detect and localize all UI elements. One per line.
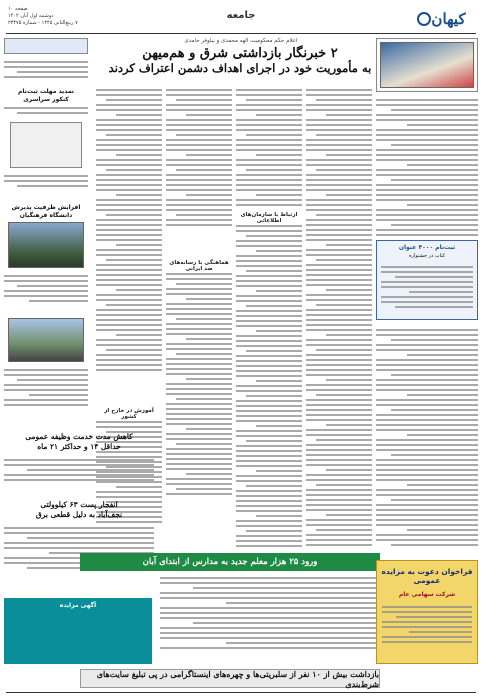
left-title-4: دانشگاه فرهنگیان — [19, 212, 73, 219]
service-headline-2: حداقل ۱۴ و حداکثر ۲۱ ماه — [37, 442, 121, 451]
teachers-text — [160, 574, 380, 666]
page-number: صفحه ۱۰ — [8, 6, 28, 12]
auction-notice[interactable] — [376, 560, 478, 664]
masthead — [6, 4, 476, 34]
footer-rule — [6, 692, 476, 693]
ad-photo — [380, 42, 474, 88]
logo-icon — [417, 12, 431, 26]
section-title: جامعه — [226, 10, 256, 21]
explosion-headline-2: نجف‌آباد به دلیل قطعی برق — [35, 510, 123, 519]
date-line: دوشنبه اول آبان ۱۴۰۲ — [8, 13, 54, 19]
newspaper-logo[interactable] — [406, 6, 474, 32]
left-title-1: تمدید مهلت ثبت‌نام — [17, 88, 75, 95]
blue-box-title: ثبت‌نام ۴۰۰۰ عنوان — [398, 244, 456, 251]
mobile-screenshot[interactable] — [10, 122, 82, 168]
right-column-text-2 — [376, 326, 478, 554]
service-headline[interactable] — [4, 432, 154, 452]
auction-body: شرکت سهامی عام — [398, 591, 456, 598]
issue-line: ۷ ربیع‌الثانی ۱۴۴۵ - شماره ۲۳۴۷۵ — [8, 20, 78, 26]
service-headline-1: کاهش مدت خدمت وظیفه عمومی — [25, 432, 133, 441]
left-title-2: کنکور سراسری — [23, 96, 69, 103]
celebrity-arrest-banner[interactable]: بازداشت بیش از ۱۰ نفر از سلبریتی‌ها و چهره‌های اینستاگرامی در پی تبلیغ سایت‌های شرط‌بندی — [80, 669, 380, 688]
teal-ad-box[interactable] — [4, 598, 152, 664]
explosion-headline[interactable] — [4, 500, 154, 520]
sidebar-photo-2[interactable] — [8, 318, 84, 362]
logo-text: کیهان — [431, 10, 466, 28]
teal-title: آگهی مزایده — [59, 602, 97, 609]
lead-subhead-1: ارتباط با سازمان‌های اطلاعاتی — [240, 212, 298, 224]
sidebar-photo-1[interactable] — [8, 222, 84, 268]
article-column-4a — [96, 86, 162, 404]
article-column-2b — [236, 222, 302, 548]
article-column-3b — [166, 270, 232, 548]
auction-title: فراخوان دعوت به مزایده عمومی — [381, 567, 473, 585]
article-column-1 — [306, 86, 372, 548]
book-festival-box[interactable] — [376, 240, 478, 320]
left-header-box[interactable] — [4, 38, 88, 54]
lead-subhead-2: هماهنگی با رسانه‌های ضد ایرانی — [169, 260, 229, 272]
article-column-3a — [166, 86, 232, 256]
left-title-3: افزایش ظرفیت پذیرش — [11, 204, 81, 211]
teachers-banner[interactable]: ورود ۲۵ هزار معلم جدید به مدارس از ابتدای آبان — [80, 553, 380, 571]
top-right-ad[interactable] — [376, 38, 478, 92]
headline-line-2: به مأموریت خود در اجرای اهداف دشمن اعتراف کردند — [108, 61, 372, 75]
explosion-headline-1: انفجار پست ۶۳ کیلوولتی — [40, 500, 118, 509]
right-column-text — [376, 96, 478, 236]
headline-line-1: ۲ خبرنگار بازداشتی شرق و هم‌میهن — [142, 46, 338, 61]
lead-kicker: اعلام حکم محکومیت الهه محمدی و نیلوفر حامدی — [184, 38, 298, 44]
article-column-2a — [236, 86, 302, 210]
blue-box-body: کتاب در جشنواره — [408, 253, 445, 259]
lead-headline[interactable] — [102, 46, 378, 76]
page-meta — [8, 6, 98, 27]
lead-subhead-3: آموزش در خارج از کشور — [104, 408, 154, 420]
